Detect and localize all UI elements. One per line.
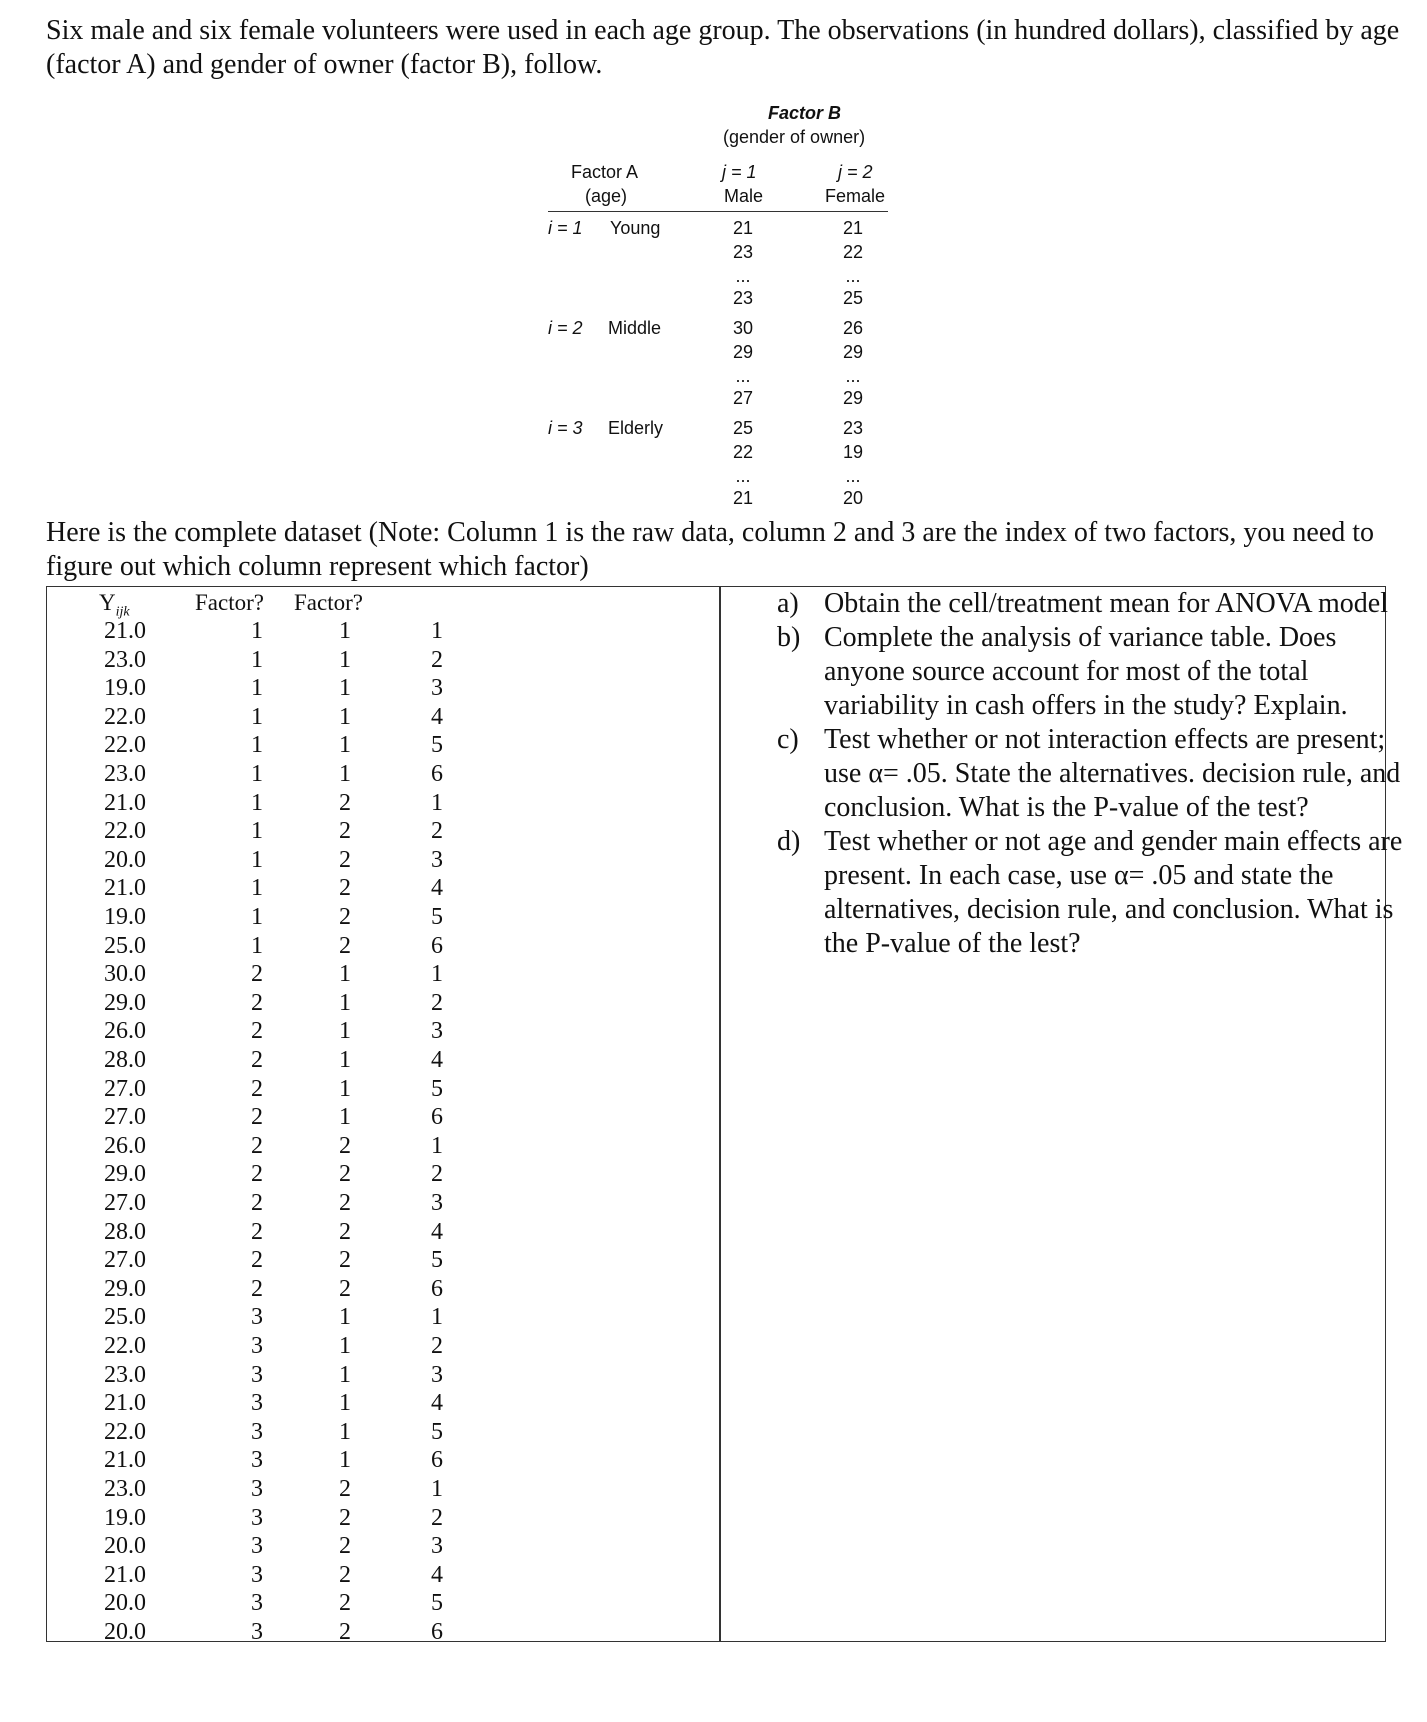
- female-value: 25: [842, 288, 864, 308]
- col2-label: Female: [825, 186, 886, 206]
- factor-index: 1: [431, 618, 443, 644]
- factor-index: 6: [431, 1447, 443, 1474]
- group-index: i = 1: [548, 218, 583, 238]
- factor-index: 2: [339, 1561, 351, 1588]
- col1-index: j = 1: [722, 162, 757, 182]
- factor-index: 1: [251, 932, 263, 959]
- factor-index: 4: [431, 1218, 443, 1245]
- factor-index: 4: [431, 875, 443, 902]
- factor-index: 1: [431, 1132, 443, 1159]
- factor-index: 2: [251, 1132, 263, 1159]
- factor-index: 2: [251, 1161, 263, 1188]
- factor-index: 1: [339, 1333, 351, 1359]
- factor-index: 2: [339, 1161, 351, 1188]
- data-value: 20.0: [104, 1590, 146, 1617]
- factor-a-subtitle: (age): [585, 186, 628, 206]
- factor-index: 2: [431, 818, 443, 845]
- factor-index: 2: [339, 1132, 351, 1159]
- factor-index: 2: [251, 1218, 263, 1245]
- question-text: Test whether or not age and gender main effects are present. In each case, use α= .05 and state the alternatives, decision rule, and conclusion. What is the P-value of the lest?: [824, 826, 1403, 959]
- factor-index: 1: [339, 1047, 351, 1073]
- question-text: Obtain the cell/treatment mean for ANOVA model: [824, 588, 1389, 619]
- factor-index: 2: [431, 646, 443, 673]
- factor-index: 2: [339, 846, 351, 873]
- factor-index: 1: [339, 732, 351, 759]
- female-value: ...: [845, 266, 861, 286]
- data-value: 20.0: [104, 1619, 146, 1645]
- factor-index: 2: [251, 1190, 263, 1216]
- factor-index: 1: [251, 618, 263, 644]
- question-label: a): [777, 588, 799, 619]
- factor-index: 1: [339, 761, 351, 787]
- factor-index: 1: [251, 904, 263, 930]
- factor-index: 6: [431, 932, 443, 959]
- question-label: c): [777, 724, 799, 755]
- factor-index: 1: [339, 1018, 351, 1045]
- factor-index: 2: [339, 1218, 351, 1245]
- header-factor-1: Factor?: [195, 590, 264, 615]
- factor-index: 1: [251, 703, 263, 730]
- factor-index: 5: [431, 1247, 443, 1274]
- factor-index: 1: [431, 789, 443, 816]
- factor-index: 2: [251, 1047, 263, 1073]
- data-value: 21.0: [104, 789, 146, 816]
- factor-index: 2: [339, 932, 351, 959]
- data-value: 25.0: [104, 1304, 146, 1331]
- factor-index: 3: [431, 1361, 443, 1388]
- factor-index: 3: [431, 675, 443, 702]
- factor-index: 3: [251, 1418, 263, 1445]
- female-value: 29: [842, 388, 864, 408]
- data-value: 20.0: [104, 846, 146, 873]
- factor-index: 1: [339, 1447, 351, 1474]
- factor-index: 2: [339, 1247, 351, 1274]
- question-item: [777, 825, 1417, 961]
- male-value: 25: [732, 418, 754, 438]
- data-value: 21.0: [104, 1561, 146, 1588]
- data-value: 26.0: [104, 1018, 146, 1045]
- factor-index: 3: [251, 1561, 263, 1588]
- data-value: 21.0: [104, 618, 146, 644]
- factor-index: 3: [251, 1447, 263, 1474]
- female-value: 20: [842, 488, 864, 508]
- header-y: $Y_{ijk}$: [99, 590, 130, 620]
- factor-index: 2: [431, 1333, 443, 1359]
- factor-b-subtitle: (gender of owner): [723, 127, 866, 147]
- factor-index: 3: [251, 1619, 263, 1645]
- data-value: 22.0: [104, 1418, 146, 1445]
- factor-index: 3: [251, 1590, 263, 1617]
- data-value: 29.0: [104, 989, 146, 1016]
- group-label: Young: [610, 218, 661, 238]
- factor-index: 5: [431, 904, 443, 930]
- group-label: Elderly: [608, 418, 664, 438]
- factor-index: 2: [431, 989, 443, 1016]
- question-text: Test whether or not interaction effects are present; use α= .05. State the alternatives. decision rule, and conclusion. What is the P-value of the test?: [824, 724, 1401, 823]
- factor-index: 6: [431, 1104, 443, 1131]
- factor-index: 2: [339, 1476, 351, 1502]
- data-value: 28.0: [104, 1218, 146, 1245]
- factor-index: 3: [251, 1504, 263, 1531]
- factor-index: 2: [431, 1161, 443, 1188]
- factor-index: 2: [339, 904, 351, 930]
- factor-index: 1: [339, 1418, 351, 1445]
- factor-index: 2: [431, 1504, 443, 1531]
- factor-index: 4: [431, 1047, 443, 1073]
- question-item: [777, 621, 1417, 723]
- factor-index: 1: [339, 1390, 351, 1417]
- factor-index: 6: [431, 1619, 443, 1645]
- factor-index: 2: [251, 1075, 263, 1102]
- data-value: 22.0: [104, 732, 146, 759]
- data-value: 19.0: [104, 904, 146, 930]
- data-value: 26.0: [104, 1132, 146, 1159]
- data-value: 27.0: [104, 1075, 146, 1102]
- col2-index: j = 2: [838, 162, 873, 182]
- factor-index: 5: [431, 1075, 443, 1102]
- male-value: ...: [735, 466, 751, 486]
- data-value: 28.0: [104, 1047, 146, 1073]
- factor-index: 4: [431, 1390, 443, 1417]
- factor-index: 1: [339, 618, 351, 644]
- female-value: 19: [842, 442, 864, 462]
- factor-index: 1: [339, 1104, 351, 1131]
- factor-index: 3: [251, 1304, 263, 1331]
- factor-index: 2: [339, 1190, 351, 1216]
- factor-index: 3: [251, 1333, 263, 1359]
- female-value: ...: [845, 466, 861, 486]
- factor-index: 1: [251, 675, 263, 702]
- male-value: 21: [732, 488, 754, 508]
- data-value: 29.0: [104, 1275, 146, 1302]
- factor-index: 3: [251, 1361, 263, 1388]
- question-item: [777, 587, 1417, 621]
- female-value: 23: [842, 418, 864, 438]
- factor-index: 1: [251, 761, 263, 787]
- female-value: 21: [842, 218, 864, 238]
- factor-a-title: Factor A: [571, 162, 639, 182]
- data-value: 23.0: [104, 761, 146, 787]
- male-value: 22: [732, 442, 754, 462]
- factor-index: 1: [339, 675, 351, 702]
- factor-index: 2: [251, 961, 263, 988]
- factor-index: 3: [431, 1190, 443, 1216]
- dataset-box: [46, 586, 1403, 1645]
- data-value: 21.0: [104, 1390, 146, 1417]
- data-value: 27.0: [104, 1104, 146, 1131]
- factor-b-title: Factor B: [768, 103, 842, 123]
- factor-index: 1: [251, 846, 263, 873]
- col1-label: Male: [724, 186, 764, 206]
- factor-index: 5: [431, 1418, 443, 1445]
- factor-index: 2: [339, 1619, 351, 1645]
- factor-index: 1: [251, 646, 263, 673]
- factor-index: 1: [339, 1075, 351, 1102]
- question-label: d): [777, 826, 801, 857]
- factor-index: 1: [431, 961, 443, 988]
- factor-index: 1: [251, 818, 263, 845]
- data-value: 22.0: [104, 818, 146, 845]
- data-value: 21.0: [104, 875, 146, 902]
- male-value: 27: [732, 388, 754, 408]
- factor-index: 1: [251, 875, 263, 902]
- female-value: ...: [845, 366, 861, 386]
- group-label: Middle: [608, 318, 662, 338]
- factor-index: 2: [339, 1504, 351, 1531]
- factor-index: 2: [251, 1247, 263, 1274]
- male-value: ...: [735, 266, 751, 286]
- factor-index: 2: [251, 1018, 263, 1045]
- factor-index: 6: [431, 761, 443, 787]
- factor-index: 1: [339, 646, 351, 673]
- male-value: 29: [732, 342, 754, 362]
- female-value: 22: [842, 242, 864, 262]
- data-value: 27.0: [104, 1247, 146, 1274]
- factor-index: 1: [339, 1304, 351, 1331]
- factor-index: 4: [431, 1561, 443, 1588]
- group-index: i = 3: [548, 418, 583, 438]
- data-value: 25.0: [104, 932, 146, 959]
- data-value: 27.0: [104, 1190, 146, 1216]
- header-factor-2: Factor?: [294, 590, 363, 615]
- factor-index: 2: [339, 1533, 351, 1560]
- female-value: 29: [842, 342, 864, 362]
- factor-index: 1: [339, 961, 351, 988]
- male-value: 30: [732, 318, 754, 338]
- question-label: b): [777, 622, 801, 653]
- data-value: 30.0: [104, 961, 146, 988]
- factor-index: 3: [431, 1533, 443, 1560]
- factor-index: 5: [431, 732, 443, 759]
- intro-paragraph: Six male and six female volunteers were used in each age group. The observations (in hundred dollars), classified by age (factor A) and gender of owner (factor B), follow.: [46, 15, 1400, 80]
- figure-rule: [548, 211, 888, 212]
- factor-index: 3: [431, 1018, 443, 1045]
- dataset-note: Here is the complete dataset (Note: Column 1 is the raw data, column 2 and 3 are the index of two factors, you need to figure out which column represent which factor): [46, 517, 1375, 582]
- data-value: 23.0: [104, 1361, 146, 1388]
- factor-index: 1: [431, 1476, 443, 1502]
- factor-index: 5: [431, 1590, 443, 1617]
- data-value: 22.0: [104, 703, 146, 730]
- factor-index: 2: [339, 818, 351, 845]
- group-index: i = 2: [548, 318, 583, 338]
- male-value: 23: [732, 288, 754, 308]
- factor-index: 1: [251, 732, 263, 759]
- data-value: 23.0: [104, 1476, 146, 1502]
- factor-index: 3: [251, 1533, 263, 1560]
- factor-index: 1: [339, 703, 351, 730]
- data-value: 20.0: [104, 1533, 146, 1560]
- factor-index: 3: [251, 1390, 263, 1417]
- factor-index: 1: [431, 1304, 443, 1331]
- factor-index: 1: [339, 1361, 351, 1388]
- box-divider: [719, 587, 721, 1641]
- factor-index: 2: [339, 789, 351, 816]
- data-value: 22.0: [104, 1333, 146, 1359]
- factor-index: 6: [431, 1275, 443, 1302]
- data-value: 23.0: [104, 646, 146, 673]
- male-value: 23: [732, 242, 754, 262]
- question-item: [777, 723, 1417, 825]
- factor-index: 2: [251, 1275, 263, 1302]
- factor-index: 2: [251, 1104, 263, 1131]
- factor-index: 2: [339, 875, 351, 902]
- question-text: Complete the analysis of variance table. Does anyone source account for most of the total variability in cash offers in the study? Explain.: [824, 622, 1348, 721]
- factor-index: 3: [431, 846, 443, 873]
- factor-index: 4: [431, 703, 443, 730]
- factor-index: 2: [251, 989, 263, 1016]
- factor-index: 3: [251, 1476, 263, 1502]
- data-value: 29.0: [104, 1161, 146, 1188]
- female-value: 26: [842, 318, 864, 338]
- data-value: 19.0: [104, 675, 146, 702]
- data-value: 21.0: [104, 1447, 146, 1474]
- factor-index: 1: [251, 789, 263, 816]
- data-value: 19.0: [104, 1504, 146, 1531]
- factor-index: 1: [339, 989, 351, 1016]
- factor-index: 2: [339, 1590, 351, 1617]
- factor-index: 2: [339, 1275, 351, 1302]
- question-list: [777, 587, 1417, 961]
- male-value: ...: [735, 366, 751, 386]
- male-value: 21: [732, 218, 754, 238]
